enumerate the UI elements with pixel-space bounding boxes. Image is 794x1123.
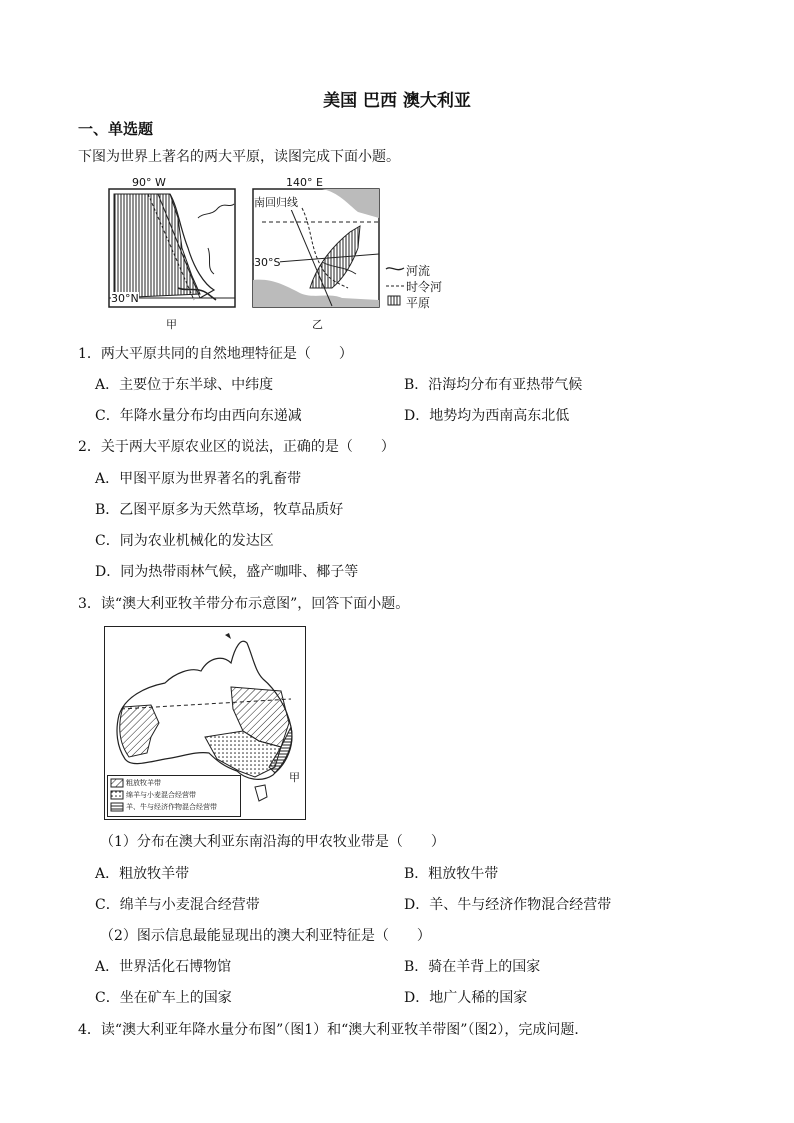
q3-sub1-option-b[interactable]: B．粗放牧牛带 xyxy=(404,866,499,882)
q1-option-d[interactable]: D．地势均为西南高东北低 xyxy=(404,408,570,424)
q3-sub1-option-a[interactable]: A．粗放牧羊带 xyxy=(95,866,190,882)
figure-two-plains xyxy=(108,176,448,331)
q1-option-a[interactable]: A．主要位于东半球、中纬度 xyxy=(95,377,274,393)
map-b-longitude: 140° E xyxy=(286,176,323,189)
plains-legend-symbols xyxy=(384,264,406,310)
q4-stem: 4．读“澳大利亚年降水量分布图”（图1）和“澳大利亚牧羊带图”（图2），完成问题． xyxy=(78,1022,589,1038)
q3-stem: 3．读“澳大利亚牧羊带分布示意图”，回答下面小题。 xyxy=(78,596,410,612)
q2-option-d[interactable]: D．同为热带雨林气候，盛产咖啡、椰子等 xyxy=(95,564,359,580)
legend-extensive-sheep: 粗放牧羊带 xyxy=(126,779,161,787)
map-a-latitude: 30°N xyxy=(111,292,139,305)
q3-sub1-option-c[interactable]: C．绵羊与小麦混合经营带 xyxy=(95,897,260,913)
page-title: 美国 巴西 澳大利亚 xyxy=(323,91,471,111)
q3-sub2-stem: （2）图示信息最能显现出的澳大利亚特征是（ ） xyxy=(100,928,431,944)
q3-sub2-option-d[interactable]: D．地广人稀的国家 xyxy=(404,990,528,1006)
section-heading: 一、单选题 xyxy=(78,120,154,138)
legend-sheep-wheat: 绵羊与小麦混合经营带 xyxy=(126,791,196,799)
q2-option-c[interactable]: C．同为农业机械化的发达区 xyxy=(95,533,274,549)
q2-stem: 2．关于两大平原农业区的说法，正确的是（ ） xyxy=(78,439,395,455)
map-a-caption: 甲 xyxy=(166,318,177,331)
intro-text: 下图为世界上著名的两大平原，读图完成下面小题。 xyxy=(78,149,400,165)
australia-map-legend xyxy=(107,775,241,817)
map-b-latitude: 30°S xyxy=(254,256,281,269)
map-a-longitude: 90° W xyxy=(132,176,166,189)
australia-sheep-map xyxy=(104,626,306,820)
legend-river: 河流 xyxy=(406,264,431,278)
q2-option-b[interactable]: B．乙图平原多为天然草场，牧草品质好 xyxy=(95,502,344,518)
q3-sub2-option-b[interactable]: B．骑在羊背上的国家 xyxy=(404,959,541,975)
q3-sub1-stem: （1）分布在澳大利亚东南沿海的甲农牧业带是（ ） xyxy=(100,834,445,850)
q1-option-b[interactable]: B．沿海均分布有亚热带气候 xyxy=(404,377,583,393)
map-a-plain xyxy=(108,188,236,308)
q2-option-a[interactable]: A．甲图平原为世界著名的乳畜带 xyxy=(95,471,302,487)
q3-sub1-option-d[interactable]: D．羊、牛与经济作物混合经营带 xyxy=(404,897,612,913)
legend-plain: 平原 xyxy=(406,296,431,310)
q1-stem: 1．两大平原共同的自然地理特征是（ ） xyxy=(78,346,353,362)
tropic-label: 南回归线 xyxy=(254,196,298,209)
q1-option-c[interactable]: C．年降水量分布均由西向东递减 xyxy=(95,408,302,424)
q3-sub2-option-c[interactable]: C．坐在矿车上的国家 xyxy=(95,990,232,1006)
legend-mixed-crops: 羊、牛与经济作物混合经营带 xyxy=(126,803,217,811)
q3-sub2-option-a[interactable]: A．世界活化石博物馆 xyxy=(95,959,232,975)
australia-map-label-jia: 甲 xyxy=(289,771,300,784)
legend-seasonal-river: 时令河 xyxy=(406,280,443,294)
map-b-caption: 乙 xyxy=(312,318,323,331)
